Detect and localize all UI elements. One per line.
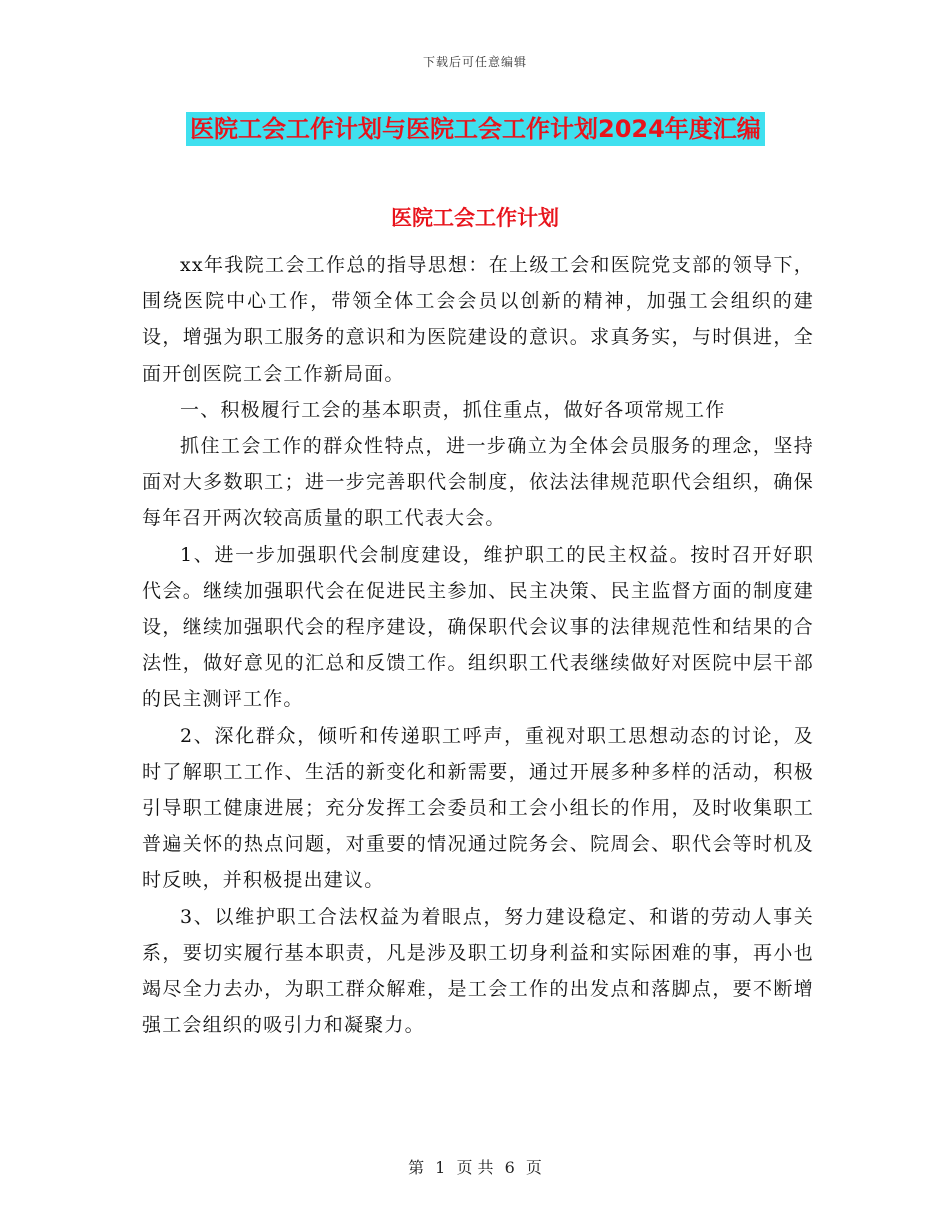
footer-prefix: 第: [408, 1158, 425, 1177]
paragraph-item-1: 1、进一步加强职代会制度建设，维护职工的民主权益。按时召开好职代会。继续加强职代会在促进民主参加、民主决策、民主监督方面的制度建设，继续加强职代会的程序建设，确保职代会议事的法律规范性和结果的合法性，做好意见的汇总和反馈工作。组织职工代表继续做好对医院中层干部的民主测评工作。: [142, 543, 814, 711]
paragraph-item-2: 2、深化群众，倾听和传递职工呼声，重视对职工思想动态的讨论，及时了解职工工作、生活的新变化和新需要，通过开展多种多样的活动，积极引导职工健康进展；充分发挥工会委员和工会小组长的作用，及时收集职工普遍关怀的热点问题，对重要的情况通过院务会、院周会、职代会等时机及时反映，并积极提出建议。: [142, 724, 814, 892]
header-note: 下载后可任意编辑: [422, 55, 527, 69]
section-title: 医院工会工作计划: [391, 206, 559, 230]
paragraph-item-3: 3、以维护职工合法权益为着眼点，努力建设稳定、和谐的劳动人事关系，要切实履行基本职责，凡是涉及职工切身利益和实际困难的事，再小也竭尽全力去办，为职工群众解难，是工会工作的出发点和落脚点，要不断增强工会组织的吸引力和凝聚力。: [142, 905, 814, 1037]
body-text: [142, 247, 814, 1043]
page-footer: [0, 1155, 950, 1178]
document-title: 医院工会工作计划与医院工会工作计划2024年度汇编: [186, 112, 765, 146]
paragraph-overview: 抓住工会工作的群众性特点，进一步确立为全体会员服务的理念，坚持面对大多数职工；进一步完善职代会制度，依法法律规范职代会组织，确保每年召开两次较高质量的职工代表大会。: [142, 435, 814, 530]
paragraph-heading-1: 一、积极履行工会的基本职责，抓住重点，做好各项常规工作: [180, 398, 726, 421]
footer-page-number: 1: [435, 1158, 446, 1177]
footer-suffix: 页: [525, 1158, 542, 1177]
footer-total-pages: 6: [504, 1158, 515, 1177]
footer-middle: 页 共: [456, 1158, 494, 1177]
paragraph-intro: xx年我院工会工作总的指导思想：在上级工会和医院党支部的领导下，围绕医院中心工作，带领全体工会会员以创新的精神，加强工会组织的建设，增强为职工服务的意识和为医院建设的意识。求真务实，与时俱进，全面开创医院工会工作新局面。: [142, 254, 814, 385]
